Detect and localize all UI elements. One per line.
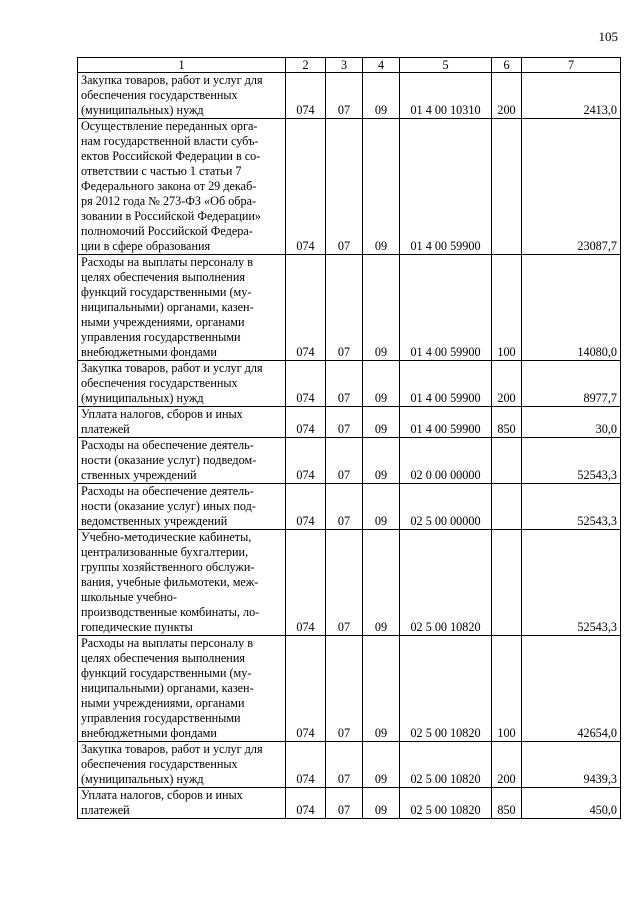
description-line: управления государственными — [81, 711, 241, 725]
section-code: 07 — [326, 73, 363, 119]
subsection-code: 09 — [363, 407, 400, 438]
description-line: Уплата налогов, сборов и иных — [81, 788, 243, 802]
subsection-code: 09 — [363, 255, 400, 361]
description-line: платежей — [81, 422, 130, 436]
description-line: ными учреждениями, органами — [81, 315, 245, 329]
table-header-row — [78, 58, 621, 73]
expense-type-code: 850 — [492, 788, 522, 819]
amount: 52543,3 — [522, 530, 621, 636]
subsection-code: 09 — [363, 361, 400, 407]
column-header: 1 — [78, 58, 286, 73]
description-line: Федерального закона от 29 декаб- — [81, 179, 257, 193]
table-row — [78, 255, 621, 361]
description-line: централизованные бухгалтерии, — [81, 545, 249, 559]
table-row — [78, 484, 621, 530]
description-line: обеспечения государственных — [81, 88, 238, 102]
row-description — [78, 530, 286, 636]
table-row — [78, 636, 621, 742]
admin-code: 074 — [286, 530, 326, 636]
amount: 450,0 — [522, 788, 621, 819]
description-line: функций государственными (му- — [81, 666, 252, 680]
description-line: платежей — [81, 803, 130, 817]
description-line: (муниципальных) нужд — [81, 103, 204, 117]
table-row — [78, 361, 621, 407]
description-line: обеспечения государственных — [81, 757, 238, 771]
admin-code: 074 — [286, 407, 326, 438]
amount: 42654,0 — [522, 636, 621, 742]
description-line: Закупка товаров, работ и услуг для — [81, 361, 263, 375]
table-row — [78, 407, 621, 438]
expense-type-code: 200 — [492, 361, 522, 407]
subsection-code: 09 — [363, 636, 400, 742]
description-line: целях обеспечения выполнения — [81, 651, 245, 665]
description-line: Закупка товаров, работ и услуг для — [81, 73, 263, 87]
admin-code: 074 — [286, 73, 326, 119]
description-line: целях обеспечения выполнения — [81, 270, 245, 284]
target-article-code: 02 0 00 00000 — [400, 438, 492, 484]
description-line: Расходы на выплаты персоналу в — [81, 636, 253, 650]
description-line: ниципальными) органами, казен- — [81, 300, 254, 314]
section-code: 07 — [326, 361, 363, 407]
description-line: полномочий Российской Федера- — [81, 224, 253, 238]
section-code: 07 — [326, 484, 363, 530]
row-description — [78, 788, 286, 819]
amount: 9439,3 — [522, 742, 621, 788]
row-description — [78, 119, 286, 255]
description-line: ности (оказание услуг) подведом- — [81, 453, 257, 467]
section-code: 07 — [326, 788, 363, 819]
section-code: 07 — [326, 119, 363, 255]
description-line: ции в сфере образования — [81, 239, 211, 253]
description-line: зовании в Российской Федерации» — [81, 209, 262, 223]
amount: 30,0 — [522, 407, 621, 438]
description-line: школьные учебно- — [81, 590, 177, 604]
description-line: ответствии с частью 1 статьи 7 — [81, 164, 242, 178]
admin-code: 074 — [286, 636, 326, 742]
budget-table — [77, 57, 621, 819]
amount: 52543,3 — [522, 438, 621, 484]
subsection-code: 09 — [363, 438, 400, 484]
subsection-code: 09 — [363, 119, 400, 255]
section-code: 07 — [326, 255, 363, 361]
expense-type-code: 200 — [492, 742, 522, 788]
description-line: ности (оказание услуг) иных под- — [81, 499, 256, 513]
target-article-code: 02 5 00 00000 — [400, 484, 492, 530]
expense-type-code — [492, 530, 522, 636]
subsection-code: 09 — [363, 484, 400, 530]
expense-type-code: 200 — [492, 73, 522, 119]
description-line: ниципальными) органами, казен- — [81, 681, 254, 695]
description-line: обеспечения государственных — [81, 376, 238, 390]
description-line: нам государственной власти субъ- — [81, 134, 259, 148]
target-article-code: 02 5 00 10820 — [400, 788, 492, 819]
target-article-code: 01 4 00 10310 — [400, 73, 492, 119]
description-line: производственные комбинаты, ло- — [81, 605, 260, 619]
target-article-code: 01 4 00 59900 — [400, 407, 492, 438]
table-row — [78, 742, 621, 788]
column-header: 4 — [363, 58, 400, 73]
amount: 2413,0 — [522, 73, 621, 119]
section-code: 07 — [326, 407, 363, 438]
subsection-code: 09 — [363, 788, 400, 819]
table-row — [78, 119, 621, 255]
row-description — [78, 407, 286, 438]
expense-type-code — [492, 438, 522, 484]
expense-type-code: 100 — [492, 255, 522, 361]
subsection-code: 09 — [363, 73, 400, 119]
admin-code: 074 — [286, 361, 326, 407]
table-row — [78, 530, 621, 636]
amount: 14080,0 — [522, 255, 621, 361]
subsection-code: 09 — [363, 530, 400, 636]
admin-code: 074 — [286, 484, 326, 530]
column-header: 7 — [522, 58, 621, 73]
table-row — [78, 73, 621, 119]
column-header: 2 — [286, 58, 326, 73]
row-description — [78, 73, 286, 119]
target-article-code: 01 4 00 59900 — [400, 255, 492, 361]
row-description — [78, 636, 286, 742]
column-header: 5 — [400, 58, 492, 73]
expense-type-code: 850 — [492, 407, 522, 438]
target-article-code: 01 4 00 59900 — [400, 119, 492, 255]
description-line: Расходы на выплаты персоналу в — [81, 255, 253, 269]
admin-code: 074 — [286, 438, 326, 484]
expense-type-code — [492, 484, 522, 530]
row-description — [78, 255, 286, 361]
table-row — [78, 788, 621, 819]
description-line: управления государственными — [81, 330, 241, 344]
section-code: 07 — [326, 530, 363, 636]
expense-type-code: 100 — [492, 636, 522, 742]
description-line: Учебно-методические кабинеты, — [81, 530, 252, 544]
admin-code: 074 — [286, 742, 326, 788]
description-line: внебюджетными фондами — [81, 345, 217, 359]
description-line: группы хозяйственного обслужи- — [81, 560, 255, 574]
row-description — [78, 361, 286, 407]
description-line: внебюджетными фондами — [81, 726, 217, 740]
row-description — [78, 438, 286, 484]
description-line: ственных учреждений — [81, 468, 197, 482]
table-body — [78, 73, 621, 819]
section-code: 07 — [326, 438, 363, 484]
amount: 23087,7 — [522, 119, 621, 255]
row-description — [78, 484, 286, 530]
target-article-code: 02 5 00 10820 — [400, 636, 492, 742]
amount: 8977,7 — [522, 361, 621, 407]
description-line: гопедические пункты — [81, 620, 193, 634]
description-line: Расходы на обеспечение деятель- — [81, 438, 254, 452]
expense-type-code — [492, 119, 522, 255]
target-article-code: 02 5 00 10820 — [400, 530, 492, 636]
section-code: 07 — [326, 742, 363, 788]
description-line: ектов Российской Федерации в со- — [81, 149, 261, 163]
description-line: Уплата налогов, сборов и иных — [81, 407, 243, 421]
admin-code: 074 — [286, 119, 326, 255]
description-line: ря 2012 года № 273-ФЗ «Об обра- — [81, 194, 257, 208]
description-line: Осуществление переданных орга- — [81, 119, 258, 133]
admin-code: 074 — [286, 788, 326, 819]
column-header: 3 — [326, 58, 363, 73]
admin-code: 074 — [286, 255, 326, 361]
description-line: ведомственных учреждений — [81, 514, 228, 528]
amount: 52543,3 — [522, 484, 621, 530]
description-line: функций государственными (му- — [81, 285, 252, 299]
row-description — [78, 742, 286, 788]
column-header: 6 — [492, 58, 522, 73]
description-line: (муниципальных) нужд — [81, 772, 204, 786]
table-row — [78, 438, 621, 484]
description-line: ными учреждениями, органами — [81, 696, 245, 710]
target-article-code: 01 4 00 59900 — [400, 361, 492, 407]
page-number: 105 — [598, 29, 618, 44]
description-line: вания, учебные фильмотеки, меж- — [81, 575, 259, 589]
description-line: (муниципальных) нужд — [81, 391, 204, 405]
section-code: 07 — [326, 636, 363, 742]
target-article-code: 02 5 00 10820 — [400, 742, 492, 788]
description-line: Расходы на обеспечение деятель- — [81, 484, 254, 498]
subsection-code: 09 — [363, 742, 400, 788]
description-line: Закупка товаров, работ и услуг для — [81, 742, 263, 756]
